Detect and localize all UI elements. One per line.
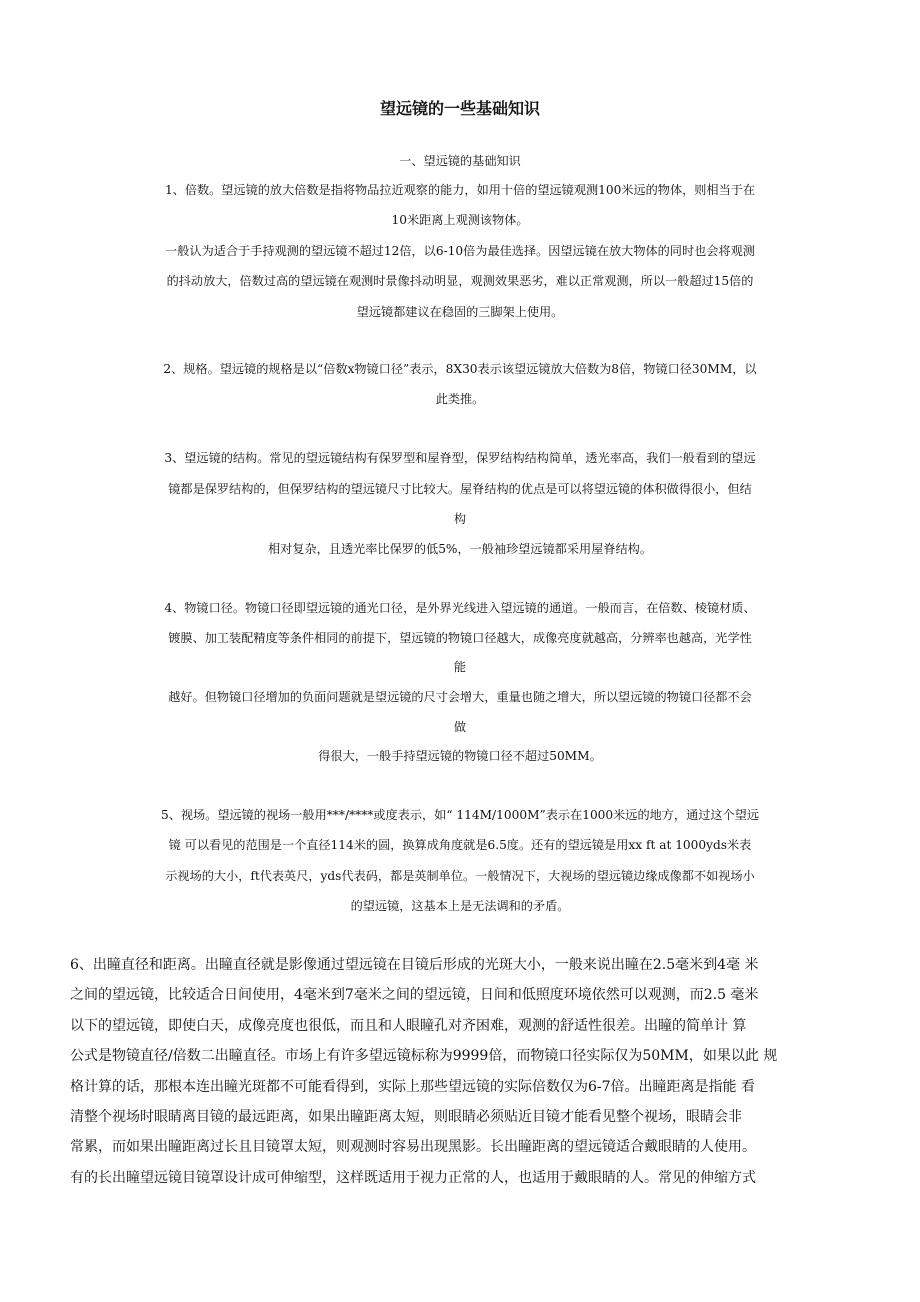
paragraph-line: 望远镜都建议在稳固的三脚架上使用。 xyxy=(356,305,564,319)
paragraph-line: 3、望远镜的结构。常见的望远镜结构有保罗型和屋脊型，保罗结构结构简单，透光率高，我们一般看到的望远 xyxy=(164,451,756,465)
document-title: 望远镜的一些基础知识 xyxy=(379,99,540,118)
paragraph-line: 2、规格。望远镜的规格是以“倍数x物镜口径”表示，8X30表示该望远镜放大倍数为8倍，物镜口径30MM，以 xyxy=(163,362,757,376)
paragraph-line: 公式是物镜直径/倍数二出瞳直径。市场上有许多望远镜标称为9999倍，而物镜口径实际仅为50MM，如果以此 规 xyxy=(70,1048,778,1064)
paragraph-line: 常累，而如果出瞳距离过长且目镜罩太短，则观测时容易出现黑影。长出瞳距离的望远镜适合戴眼睛的人使用。 xyxy=(70,1139,756,1155)
paragraph-line: 的抖动放大，倍数过高的望远镜在观测时景像抖动明显，观测效果恶劣，难以正常观测，所以一般超过15倍的 xyxy=(166,274,754,288)
paragraph-line: 1、倍数。望远镜的放大倍数是指将物品拉近观察的能力，如用十倍的望远镜观测100米远的物体，则相当于在 xyxy=(164,183,756,197)
paragraph-line: 示视场的大小，ft代表英尺，yds代表码，都是英制单位。一般情况下，大视场的望远镜边缘成像都不如视场小 xyxy=(165,869,755,883)
paragraph-line: 清整个视场时眼睛离目镜的最远距离，如果出瞳距离太短，则眼睛必须贴近目镜才能看见整个视场，眼睛会非 xyxy=(70,1109,742,1125)
paragraph-line: 的望远镜，这基本上是无法调和的矛盾。 xyxy=(350,899,570,913)
paragraph-line: 镜都是保罗结构的，但保罗结构的望远镜尺寸比较大。屋脊结构的优点是可以将望远镜的体积做得很小，但结 xyxy=(168,482,752,496)
paragraph-line: 5、视场。望远镜的视场一般用***/****或度表示，如“ 114M/1000M”表示在1000米远的地方，通过这个望远 xyxy=(160,808,760,822)
paragraph-line: 6、出瞳直径和距离。出瞳直径就是影像通过望远镜在目镜后形成的光斑大小，一般来说出瞳在2.5毫米到4毫 米 xyxy=(70,957,759,973)
paragraph-line: 一般认为适合于手持观测的望远镜不超过12倍，以6-10倍为最佳选择。因望远镜在放大物体的同时也会将观测 xyxy=(165,244,755,258)
paragraph-line: 此类推。 xyxy=(435,392,485,406)
paragraph-line: 构 xyxy=(453,512,467,526)
paragraph-line: 有的长出瞳望远镜目镜罩设计成可伸缩型，这样既适用于视力正常的人，也适用于戴眼睛的人。常见的伸缩方式 xyxy=(70,1170,756,1186)
paragraph-line: 做 xyxy=(453,720,467,734)
paragraph-line: 之间的望远镜，比较适合日间使用，4毫米到7毫米之间的望远镜，日间和低照度环境依然可以观测，而2.5 毫米 xyxy=(70,987,759,1003)
section-heading: 一、望远镜的基础知识 xyxy=(399,154,521,168)
paragraph-line: 以下的望远镜，即使白天，成像亮度也很低，而且和人眼瞳孔对齐困难，观测的舒适性很差。出瞳的简单计 算 xyxy=(70,1018,747,1034)
paragraph-line: 相对复杂，且透光率比保罗的低5%，一般袖珍望远镜都采用屋脊结构。 xyxy=(268,542,652,556)
paragraph-line: 4、物镜口径。物镜口径即望远镜的通光口径，是外界光线进入望远镜的通道。一般而言，在倍数、棱镜材质、 xyxy=(164,601,756,615)
paragraph-line: 镜 可以看见的范围是一个直径114米的圆，换算成角度就是6.5度。还有的望远镜是用xx ft at 1000yds米表 xyxy=(168,838,752,852)
paragraph-line: 越好。但物镜口径增加的负面问题就是望远镜的尺寸会增大，重量也随之增大，所以望远镜的物镜口径都不会 xyxy=(168,690,752,704)
paragraph-line: 能 xyxy=(453,660,467,674)
paragraph-line: 10米距离上观测该物体。 xyxy=(391,213,529,227)
paragraph-line: 格计算的话，那根本连出瞳光斑都不可能看得到，实际上那些望远镜的实际倍数仅为6-7倍。出瞳距离是指能 看 xyxy=(70,1079,755,1095)
paragraph-line: 镀膜、加工装配精度等条件相同的前提下，望远镜的物镜口径越大，成像亮度就越高，分辨率也越高，光学性 xyxy=(168,631,752,645)
paragraph-line: 得很大，一般手持望远镜的物镜口径不超过50MM。 xyxy=(318,749,602,763)
